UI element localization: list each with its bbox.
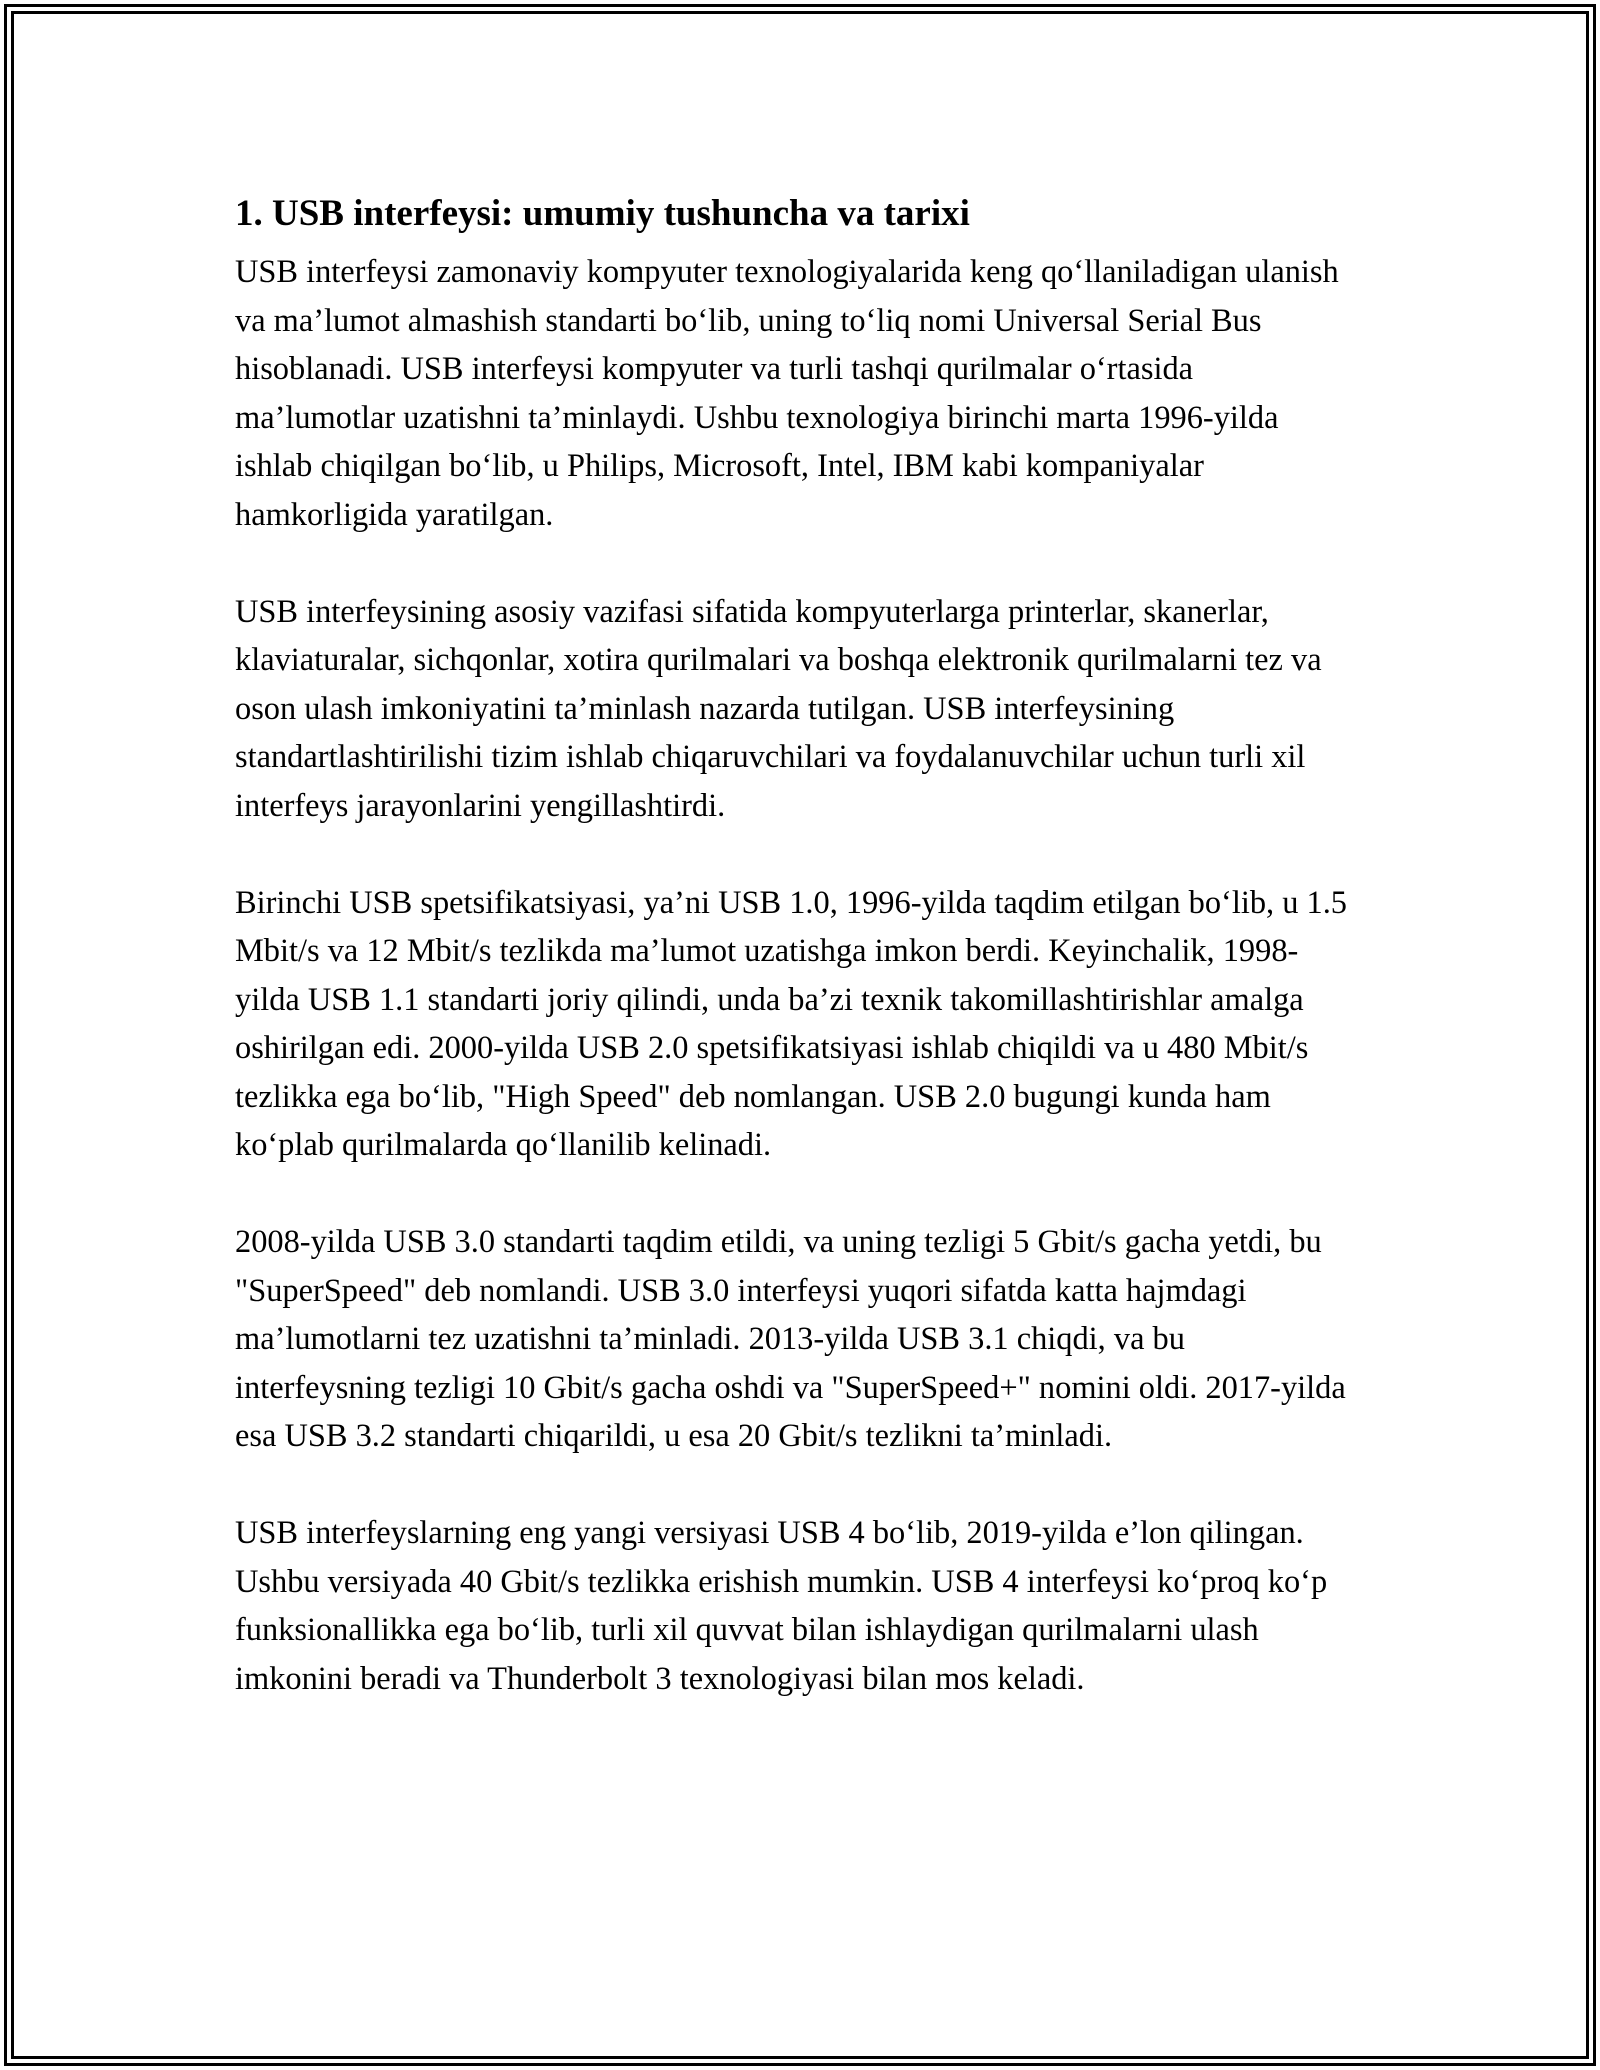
- paragraph-4: 2008-yilda USB 3.0 standarti taqdim etildi, va uning tezligi 5 Gbit/s gacha yetdi, bu "SuperSpeed" deb nomlandi. USB 3.0 interfeysi yuqori sifatda katta hajmdagi ma’lumotlarni tez uzatishni ta’minladi. 2013-yilda USB 3.1 chiqdi, va bu interfeysning tezligi 10 Gbit/s gacha oshdi va "SuperSpeed+" nomini oldi. 2017-yilda esa USB 3.2 standarti chiqarildi, u esa 20 Gbit/s tezlikni ta’minladi.: [235, 1224, 1346, 1454]
- section-heading: 1. USB interfeysi: umumiy tushuncha va tarixi: [235, 193, 970, 234]
- paragraph-3: Birinchi USB spetsifikatsiyasi, ya’ni USB 1.0, 1996-yilda taqdim etilgan bo‘lib, u 1.5 Mbit/s va 12 Mbit/s tezlikda ma’lumot uzatishga imkon berdi. Keyinchalik, 1998-yilda USB 1.1 standarti joriy qilindi, unda ba’zi texnik takomillashtirishlar amalga oshirilgan edi. 2000-yilda USB 2.0 spetsifikatsiyasi ishlab chiqildi va u 480 Mbit/s tezlikka ega bo‘lib, "High Speed" deb nomlangan. USB 2.0 bugungi kunda ham ko‘plab qurilmalarda qo‘llanilib kelinadi.: [235, 884, 1347, 1163]
- paragraph-5: USB interfeyslarning eng yangi versiyasi USB 4 bo‘lib, 2019-yilda e’lon qilingan. Ushbu versiyada 40 Gbit/s tezlikka erishish mumkin. USB 4 interfeysi ko‘proq ko‘p funksionallikka ega bo‘lib, turli xil quvvat bilan ishlaydigan qurilmalarni ulash imkonini beradi va Thunderbolt 3 texnologiyasi bilan mos keladi.: [235, 1515, 1328, 1697]
- paragraph-1: USB interfeysi zamonaviy kompyuter texnologiyalarida keng qo‘llaniladigan ulanish va ma’lumot almashish standarti bo‘lib, uning to‘liq nomi Universal Serial Bus hisoblanadi. USB interfeysi kompyuter va turli tashqi qurilmalar o‘rtasida ma’lumotlar uzatishni ta’minlaydi. Ushbu texnologiya birinchi marta 1996-yilda ishlab chiqilgan bo‘lib, u Philips, Microsoft, Intel, IBM kabi kompaniyalar hamkorligida yaratilgan.: [235, 254, 1339, 533]
- document-body: [235, 188, 1350, 1703]
- paragraph-2: USB interfeysining asosiy vazifasi sifatida kompyuterlarga printerlar, skanerlar, klaviaturalar, sichqonlar, xotira qurilmalari va boshqa elektronik qurilmalarni tez va oson ulash imkoniyatini ta’minlash nazarda tutilgan. USB interfeysining standartlashtirilishi tizim ishlab chiqaruvchilari va foydalanuvchilar uchun turli xil interfeys jarayonlarini yengillashtirdi.: [235, 593, 1322, 824]
